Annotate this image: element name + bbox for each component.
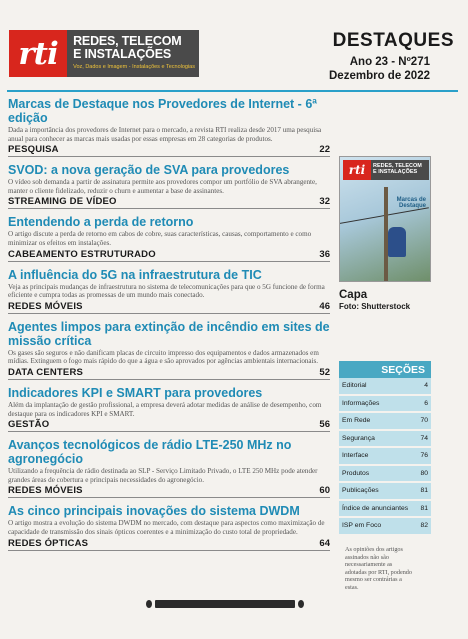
section-label: ISP em Foco <box>342 522 382 530</box>
cover-credit: Foto: Shutterstock <box>339 302 411 311</box>
cover-logo-mark: rti <box>343 160 371 180</box>
section-label: Informações <box>342 399 380 407</box>
article-page: 64 <box>319 537 330 549</box>
edition-info <box>329 55 430 83</box>
section-item[interactable] <box>339 518 431 536</box>
article-title[interactable]: A influência do 5G na infraestrutura de TIC <box>8 267 262 282</box>
sections-title: SEÇÕES <box>339 361 431 378</box>
article-footer <box>8 144 330 157</box>
article-description: Utilizando a frequência de rádio destinada ao SLP - Serviço Limitado Privado, o LTE 250 MHz pode atender grandes áreas de cobertura e principais necessidades do agronegócio. <box>8 467 318 484</box>
article-section: STREAMING DE VÍDEO <box>8 196 117 208</box>
article-description: O artigo mostra a evolução do sistema DWDM no mercado, com destaque para aspectos como maximização de capacidade de transmissão dos sinais ópticos coerentes e a minimização do custo total de propriedade. <box>8 519 325 536</box>
article-description: Dada a importância dos provedores de Internet para o mercado, a revista RTI realiza desde 2017 uma pesquisa anual para conhecer as marcas mais usadas por essas empresas em 28 categorias de produtos. <box>8 126 322 143</box>
articles-list <box>8 97 330 557</box>
logo-line1: REDES, TELECOM <box>73 34 182 48</box>
section-label: Índice de anunciantes <box>342 504 409 512</box>
article-page: 46 <box>319 300 330 312</box>
article-page: 36 <box>319 248 330 260</box>
article-section: REDES ÓPTICAS <box>8 537 89 549</box>
section-label: Publicações <box>342 487 379 495</box>
section-page: 4 <box>424 382 428 390</box>
article-footer <box>8 538 330 551</box>
article-description: Os gases são seguros e não danificam placas de circuito impresso dos equipamentos e dados armazenados em mídias. Extinguem o fogo mais rápido do que a água e são aprovados por agências ambientais internacionais. <box>8 348 319 366</box>
section-label: Interface <box>342 452 369 460</box>
article-section: REDES MÓVEIS <box>8 485 83 497</box>
section-item[interactable] <box>339 501 431 519</box>
article-page: 32 <box>319 196 330 208</box>
header-divider <box>7 90 458 92</box>
section-item[interactable] <box>339 413 431 431</box>
section-page: 74 <box>420 434 428 442</box>
sections-box <box>339 361 431 536</box>
article-item[interactable] <box>8 386 330 432</box>
cover-logo <box>343 160 429 180</box>
article-item[interactable] <box>8 504 330 550</box>
article-footer <box>8 301 330 314</box>
edition-number: Ano 23 - Nº271 <box>349 56 430 68</box>
article-footer <box>8 485 330 498</box>
article-section: CABEAMENTO ESTRUTURADO <box>8 248 156 260</box>
section-label: Em Rede <box>342 417 371 425</box>
disclaimer-note: As opiniões dos artigos assinados não são necessariamente as adotadas por RTI, podendo mesmo ser contrárias a estas. <box>345 546 412 591</box>
cover-image[interactable] <box>339 156 431 282</box>
logo-text-block <box>67 30 199 77</box>
article-section: GESTÃO <box>8 419 50 431</box>
article-footer <box>8 367 330 380</box>
article-item[interactable] <box>8 163 330 209</box>
article-title[interactable]: Indicadores KPI e SMART para provedores <box>8 385 263 400</box>
article-title[interactable]: Entendendo a perda de retorno <box>8 215 194 230</box>
cover-tagline: Marcas de Destaque <box>396 197 426 209</box>
article-footer <box>8 419 330 432</box>
section-item[interactable] <box>339 396 431 414</box>
section-item[interactable] <box>339 431 431 449</box>
article-item[interactable] <box>8 268 330 314</box>
article-item[interactable] <box>8 97 330 157</box>
article-description: Além da implantação de gestão profissional, a empresa deverá adotar medidas de análise de desempenho, com destaque para os indicadores KPI e SMART. <box>8 400 322 418</box>
edition-date: Dezembro de 2022 <box>329 70 430 82</box>
section-label: Editorial <box>342 382 367 390</box>
cover-logo-text: REDES, TELECOM E INSTALAÇÕES <box>371 160 429 180</box>
section-page: 70 <box>420 417 428 425</box>
article-title[interactable]: As cinco principais inovações do sistema DWDM <box>8 504 300 519</box>
logo-line2: E INSTALAÇÕES <box>73 47 171 61</box>
section-page: 81 <box>420 504 428 512</box>
section-page: 76 <box>420 452 428 460</box>
article-footer <box>8 196 330 209</box>
article-page: 60 <box>319 485 330 497</box>
article-page: 56 <box>319 419 330 431</box>
article-section: REDES MÓVEIS <box>8 300 83 312</box>
logo-mark: rti <box>9 30 67 77</box>
article-footer <box>8 249 330 262</box>
page-title: DESTAQUES <box>332 30 454 51</box>
section-item[interactable] <box>339 378 431 396</box>
article-item[interactable] <box>8 215 330 261</box>
section-label: Produtos <box>342 469 370 477</box>
section-page: 80 <box>420 469 428 477</box>
article-item[interactable] <box>8 438 330 498</box>
section-page: 81 <box>420 487 428 495</box>
section-item[interactable] <box>339 448 431 466</box>
article-description: O artigo discute a perda de retorno em cabos de cobre, suas características, causas, comportamento e como minimizar os efeitos em instalações. <box>8 230 312 247</box>
article-page: 52 <box>319 366 330 378</box>
magazine-logo <box>9 30 199 77</box>
article-title[interactable]: Avanços tecnológicos de rádio LTE-250 MHz no agronegócio <box>8 438 292 467</box>
article-description: O vídeo sob demanda a partir de assinatura permite aos provedores compor um portfólio de SVA abrangente, manter o cliente fidelizado, reduzir o churn e aumentar a base de assinantes. <box>8 178 317 195</box>
section-item[interactable] <box>339 466 431 484</box>
section-page: 82 <box>420 522 428 530</box>
cover-worker <box>388 227 406 257</box>
section-item[interactable] <box>339 483 431 501</box>
article-section: DATA CENTERS <box>8 366 84 378</box>
article-description: Veja as principais mudanças de infraestrutura no sistema de telecomunicações para que o 5G funcione de forma eficiente e cumpra todas as promessas de um mundo mais conectado. <box>8 282 325 300</box>
section-page: 6 <box>424 399 428 407</box>
section-label: Segurança <box>342 434 375 442</box>
article-title[interactable]: Marcas de Destaque nos Provedores de Internet - 6ª edição <box>8 97 317 125</box>
article-page: 22 <box>319 144 330 156</box>
logo-subtitle: Voz, Dados e Imagem - Instalações e Tecnologias <box>73 64 195 70</box>
cover-label: Capa <box>339 289 368 301</box>
article-item[interactable] <box>8 320 330 380</box>
page-bottom-bar <box>155 600 295 608</box>
article-title[interactable]: Agentes limpos para extinção de incêndio em sites de missão crítica <box>8 319 330 348</box>
article-title[interactable]: SVOD: a nova geração de SVA para provedores <box>8 163 290 178</box>
article-section: PESQUISA <box>8 144 59 156</box>
